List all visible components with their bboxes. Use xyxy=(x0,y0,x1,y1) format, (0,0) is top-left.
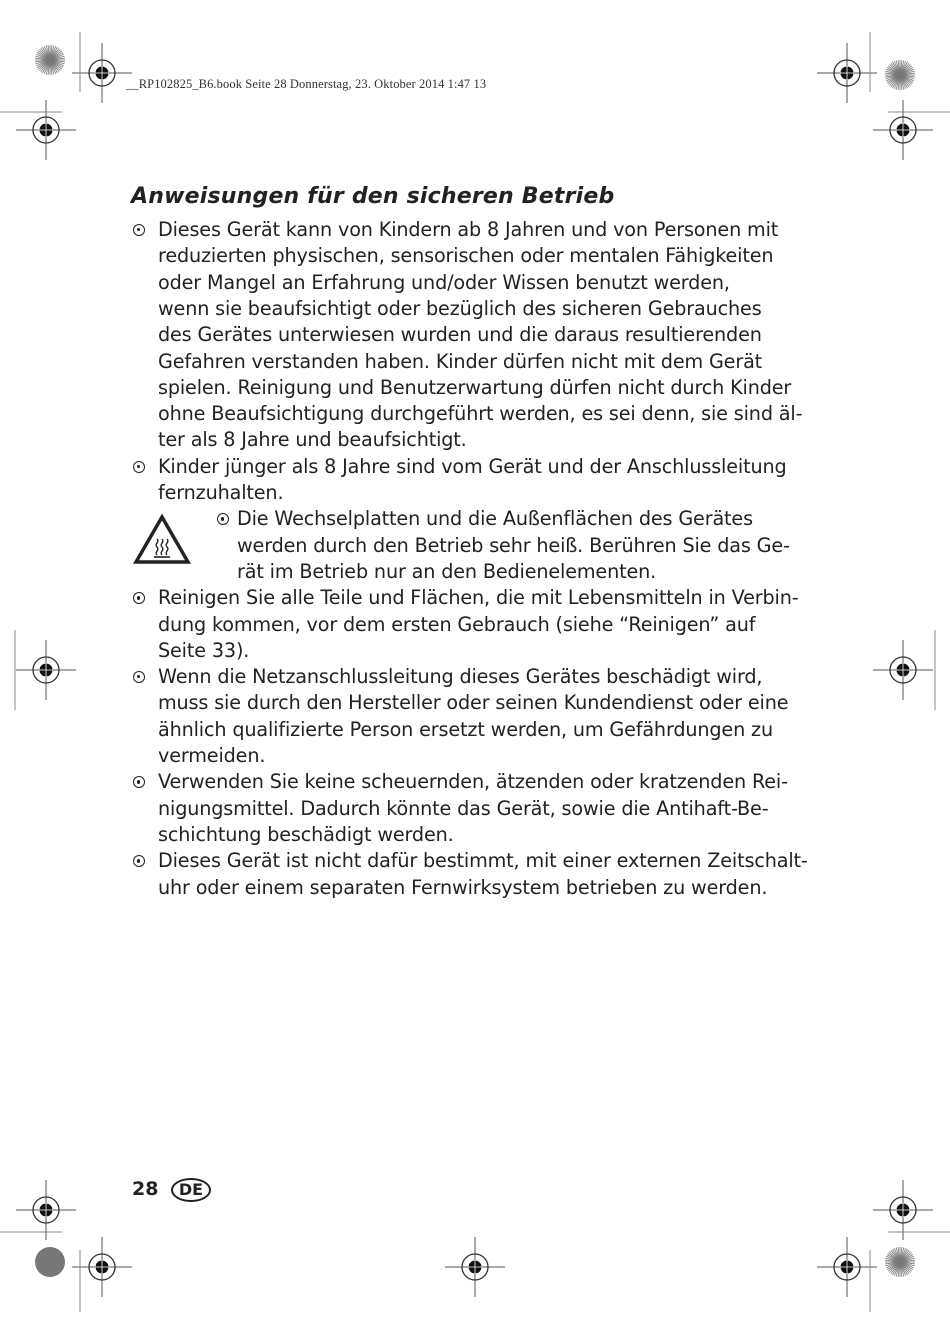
section-title: Anweisungen für den sicheren Betrieb xyxy=(131,184,615,209)
paragraph-line: wenn sie beaufsichtigt oder bezüglich des sicheren Gebrauches xyxy=(158,296,762,320)
bullet-icon xyxy=(133,461,145,473)
paragraph-line: Die Wechselplatten und die Außenflächen des Gerätes xyxy=(237,507,753,531)
bullet-icon xyxy=(133,224,145,236)
crosshair-mark xyxy=(445,1237,505,1297)
print-info-header: __RP102825_B6.book Seite 28 Donnerstag, 23. Oktober 2014 1:47 13 xyxy=(126,77,487,91)
paragraph-line: Verwenden Sie keine scheuernden, ätzenden oder kratzenden Rei- xyxy=(158,770,788,794)
paragraph-line: werden durch den Betrieb sehr heiß. Berühren Sie das Ge- xyxy=(237,533,790,557)
paragraph-line: Wenn die Netzanschlussleitung dieses Gerätes beschädigt wird, xyxy=(158,665,763,689)
crosshair-mark xyxy=(817,43,877,103)
paragraph-line: dung kommen, vor dem ersten Gebrauch (siehe “Reinigen” auf xyxy=(158,612,756,636)
paragraph-line: Dieses Gerät kann von Kindern ab 8 Jahren und von Personen mit xyxy=(158,218,779,241)
hot-surface-warning-icon xyxy=(133,513,191,565)
crosshair-mark xyxy=(16,100,76,160)
page-number: 28 xyxy=(132,1178,159,1200)
crosshair-mark xyxy=(72,43,132,103)
paragraph-line: vermeiden. xyxy=(158,744,266,767)
paragraph-line: rät im Betrieb nur an den Bedienelementen. xyxy=(237,559,657,583)
crosshair-mark xyxy=(16,1180,76,1240)
crosshair-mark xyxy=(16,640,76,700)
paragraph-line: oder Mangel an Erfahrung und/oder Wissen benutzt werden, xyxy=(158,270,730,294)
paragraph-line: Reinigen Sie alle Teile und Flächen, die mit Lebensmitteln in Verbin- xyxy=(158,586,799,610)
paragraph-line: Gefahren verstanden haben. Kinder dürfen nicht mit dem Gerät xyxy=(158,349,763,373)
crosshair-mark xyxy=(817,1237,877,1297)
rosette-mark xyxy=(885,60,915,90)
rosette-mark xyxy=(35,45,65,75)
language-badge: DE xyxy=(171,1178,211,1202)
paragraph-line: spielen. Reinigung und Benutzerwartung dürfen nicht durch Kinder xyxy=(158,375,792,399)
crosshair-mark xyxy=(873,640,933,700)
rosette-mark xyxy=(885,1247,915,1277)
paragraph-line: fernzuhalten. xyxy=(158,481,284,504)
paragraph-line: ter als 8 Jahre und beaufsichtigt. xyxy=(158,428,467,452)
gray-disc-mark xyxy=(35,1247,65,1277)
crosshair-mark xyxy=(873,100,933,160)
paragraph-line: nigungsmittel. Dadurch könnte das Gerät, sowie die Antihaft-Be- xyxy=(158,796,769,820)
paragraph-line: Seite 33). xyxy=(158,638,250,662)
crosshair-mark xyxy=(873,1180,933,1240)
paragraph-line: Dieses Gerät ist nicht dafür bestimmt, mit einer externen Zeitschalt- xyxy=(158,849,808,873)
paragraph-line: uhr oder einem separaten Fernwirksystem betrieben zu werden. xyxy=(158,875,768,899)
paragraph-line: muss sie durch den Hersteller oder seinen Kundendienst oder eine xyxy=(158,691,789,715)
paragraph-line: ohne Beaufsichtigung durchgeführt werden, es sei denn, sie sind äl- xyxy=(158,402,803,426)
bullet-icon xyxy=(133,671,145,683)
paragraph-line: des Gerätes unterwiesen wurden und die daraus resultierenden xyxy=(158,323,762,347)
paragraph-line: Kinder jünger als 8 Jahre sind vom Gerät und der Anschlussleitung xyxy=(158,454,787,478)
crosshair-mark xyxy=(72,1237,132,1297)
paragraph-line: ähnlich qualifizierte Person ersetzt werden, um Gefährdungen zu xyxy=(158,717,773,741)
paragraph-line: reduzierten physischen, sensorischen oder mentalen Fähigkeiten xyxy=(158,244,774,268)
paragraph-line: schichtung beschädigt werden. xyxy=(158,822,454,846)
